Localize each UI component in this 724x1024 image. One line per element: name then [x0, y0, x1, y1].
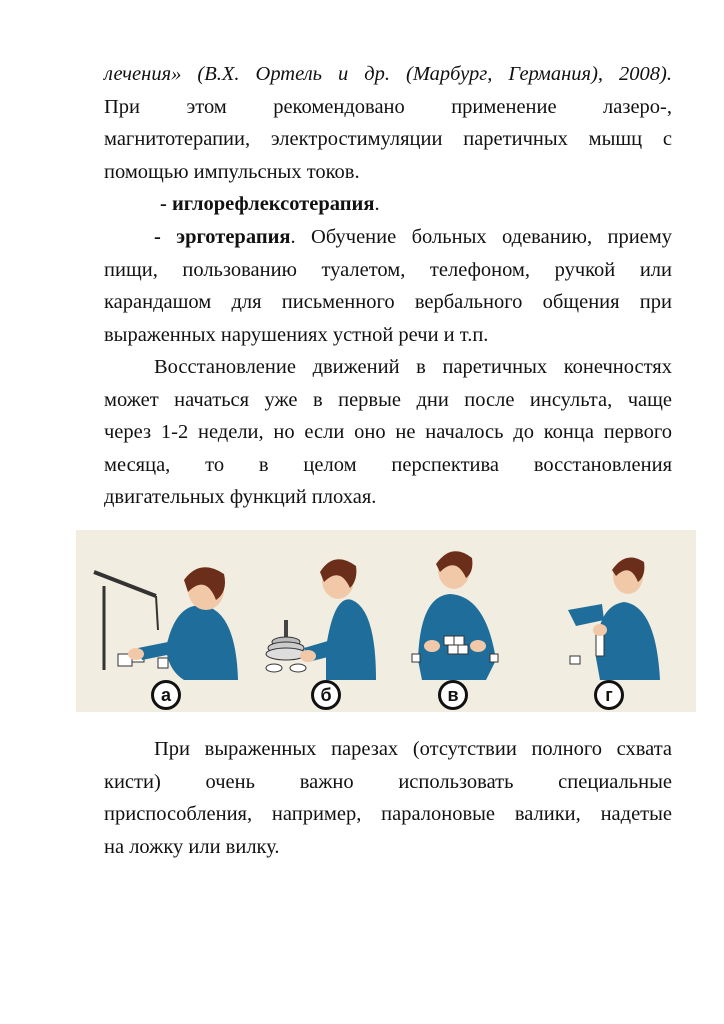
panel-a-label: а [151, 680, 181, 710]
panel-b-scene [266, 559, 376, 680]
ergotherapy-illustration [76, 530, 696, 712]
panel-d-label: г [594, 680, 624, 710]
paragraph-3 [104, 733, 672, 863]
list-item-acupuncture-rest: . [374, 193, 380, 215]
paragraph-3-line-3: приспособления, например, паралоновые валики, надетые [104, 803, 672, 826]
paragraph-1 [104, 58, 672, 188]
panel-c-scene [412, 551, 498, 680]
paragraph-2-line-3: через 1-2 недели, но если оно не началось до конца первого [104, 421, 672, 444]
list-item-acupuncture [104, 188, 672, 221]
list-item-acupuncture-term: - иглорефлексотерапия [160, 193, 375, 215]
panel-b-label: б [311, 680, 341, 710]
paragraph-1-line-2: При этом рекомендовано применение лазеро-, [104, 95, 672, 118]
paragraph-1-line-4: помощью импульсных токов. [104, 160, 360, 183]
paragraph-3-line-2: кисти) очень важно использовать специальные [104, 770, 672, 793]
list-item-ergotherapy [104, 221, 672, 351]
paragraph-2 [104, 351, 672, 514]
panel-d-scene [568, 558, 660, 681]
paragraph-2-line-2: может начаться уже в первые дни после инсульта, чаще [104, 388, 672, 411]
list-item-ergotherapy-line-3: карандашом для письменного вербального общения при [104, 291, 672, 314]
list-item-ergotherapy-line-4: выраженных нарушениях устной речи и т.п. [104, 323, 489, 346]
paragraph-1-line-1: лечения» (В.Х. Ортель и др. (Марбург, Германия), 2008). [104, 63, 672, 85]
paragraph-2-line-5: двигательных функций плохая. [104, 486, 377, 509]
paragraph-3-line-4: на ложку или вилку. [104, 835, 280, 858]
list-item-ergotherapy-line-2: пищи, пользованию туалетом, телефоном, ручкой или [104, 258, 672, 281]
paragraph-2-line-4: месяца, то в целом перспектива восстановления [104, 453, 672, 476]
panel-c-label: в [438, 680, 468, 710]
paragraph-3-line-1: При выраженных парезах (отсутствии полного схвата [154, 738, 672, 760]
paragraph-2-line-1: Восстановление движений в паретичных конечностях [154, 356, 672, 378]
list-item-ergotherapy-term: - эрготерапия [154, 226, 291, 248]
paragraph-1-line-3: магнитотерапии, электростимуляции паретичных мышц с [104, 128, 672, 151]
panel-a-scene [94, 567, 238, 680]
list-item-ergotherapy-line-1: . Обучение больных одеванию, приему [290, 226, 672, 248]
